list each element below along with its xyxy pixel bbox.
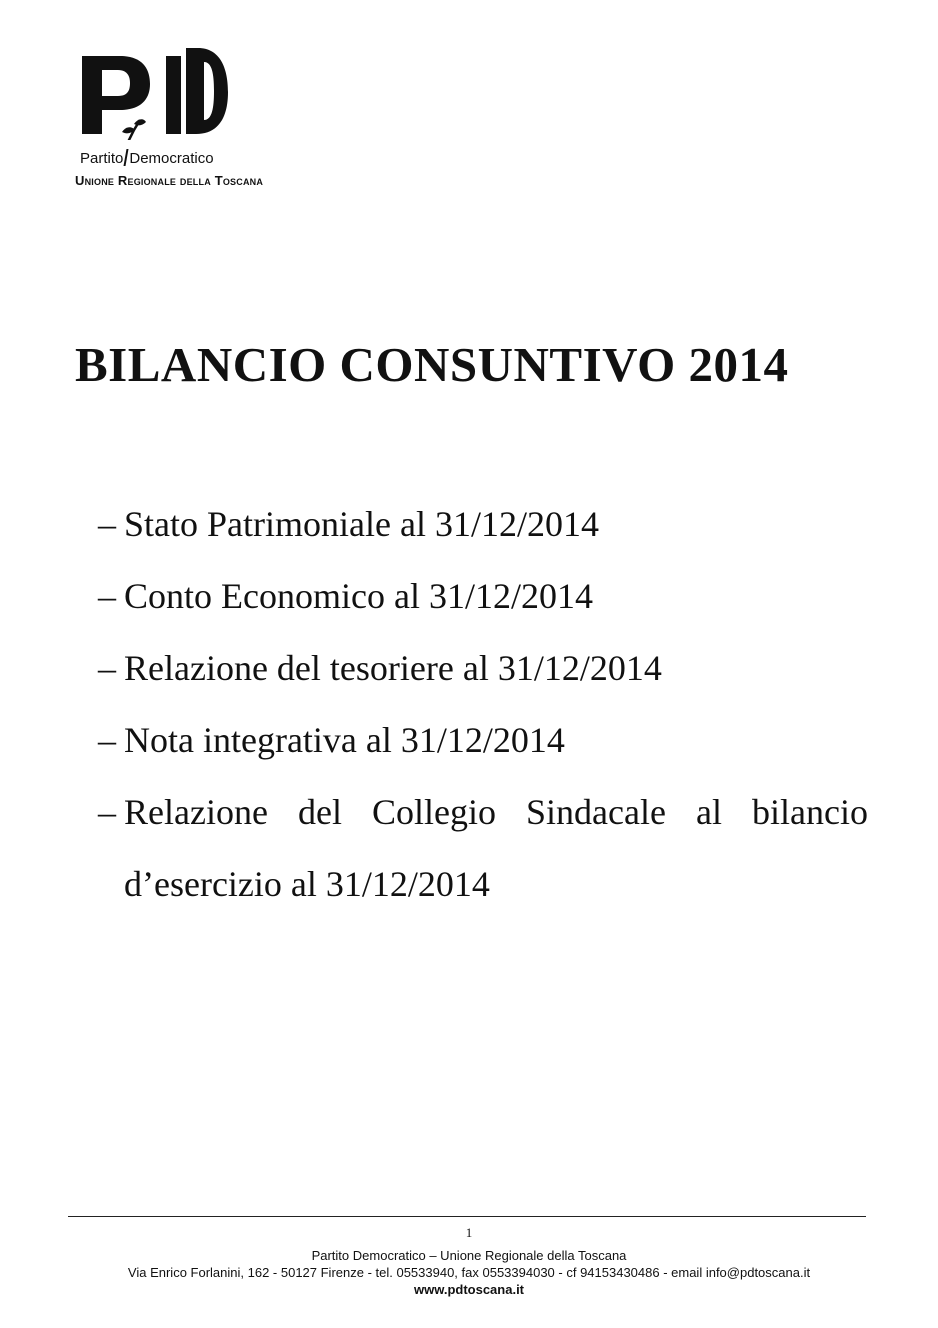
- footer-line-address: Via Enrico Forlanini, 162 - 50127 Firenze - tel. 05533940, fax 0553394030 - cf 94153430486 - email info@pdtoscana.it: [127, 1265, 811, 1280]
- item-bullet: –: [98, 648, 116, 688]
- contents-list: [98, 488, 868, 920]
- item-text: Conto Economico al 31/12/2014: [124, 576, 593, 616]
- item-bullet: –: [98, 504, 116, 544]
- document-title: BILANCIO CONSUNTIVO 2014: [75, 337, 789, 392]
- item-bullet: –: [98, 576, 116, 616]
- footer-divider: [68, 1216, 866, 1217]
- footer-line-organization: Partito Democratico – Unione Regionale della Toscana: [311, 1248, 627, 1263]
- pd-logo: [80, 48, 230, 140]
- logo-subtitle-right: Democratico: [129, 150, 214, 167]
- item-text: Relazione del tesoriere al 31/12/2014: [124, 648, 662, 688]
- list-item: [98, 776, 868, 920]
- item-text: Relazione del Collegio Sindacale al bilancio d’esercizio al 31/12/2014: [124, 792, 868, 904]
- list-item: [98, 488, 868, 560]
- item-text: Nota integrativa al 31/12/2014: [124, 720, 565, 760]
- item-text: Stato Patrimoniale al 31/12/2014: [124, 504, 599, 544]
- list-item: [98, 704, 868, 776]
- footer: [0, 1247, 938, 1298]
- item-bullet: –: [98, 720, 116, 760]
- logo-subtitle-left: Partito: [80, 150, 124, 167]
- item-bullet: –: [98, 792, 116, 832]
- logo-subtitle: [80, 149, 214, 167]
- list-item: [98, 560, 868, 632]
- footer-website: www.pdtoscana.it: [413, 1282, 525, 1297]
- organization-name: Unione Regionale della Toscana: [75, 173, 264, 188]
- page-number: 1: [465, 1225, 473, 1240]
- list-item: [98, 632, 868, 704]
